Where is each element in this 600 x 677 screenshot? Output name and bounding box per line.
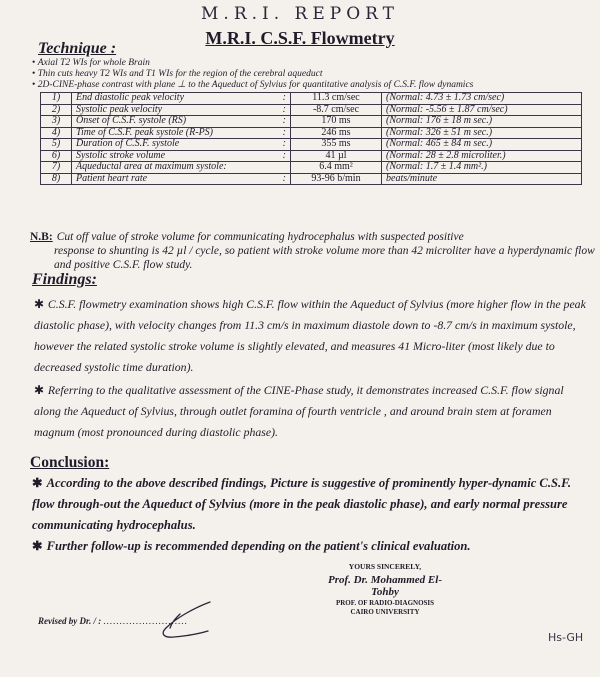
row-parameter-label: Onset of C.S.F. systole (RS) <box>76 115 187 127</box>
table-row <box>41 173 582 185</box>
signature-university: CAIRO UNIVERSITY <box>350 608 420 616</box>
note-text-rest: response to shunting is 42 µl / cycle, so patient with stroke volume more than 42 microliter have a hyperdynamic flow and positive C.S.F. flow study. <box>54 245 595 271</box>
row-index: 5) <box>41 139 72 151</box>
report-arc-title: M.R.I. REPORT <box>201 4 399 24</box>
row-parameter-label: Patient heart rate <box>76 172 148 184</box>
row-normal-range: beats/minute <box>382 173 582 185</box>
row-value: 246 ms <box>291 127 382 139</box>
row-parameter-label: End diastolic peak velocity <box>76 92 185 104</box>
findings-heading: Findings: <box>32 271 97 288</box>
table-row <box>41 139 582 151</box>
row-normal-range: (Normal: 28 ± 2.8 microliter.) <box>382 150 582 162</box>
conclusion-paragraph: ✱ According to the above described findings, Picture is suggestive of prominently hyper-dynamic C.S.F. flow through-out the Aqueduct of Sylvius (more in the peak diastolic phase), and early normal pressure communicating hydrocephalus. <box>32 476 572 532</box>
row-parameter <box>72 162 291 174</box>
row-index: 4) <box>41 127 72 139</box>
row-normal-range: (Normal: 465 ± 84 m sec.) <box>382 139 582 151</box>
row-normal-range: (Normal: 4.73 ± 1.73 cm/sec) <box>382 93 582 105</box>
table-row <box>41 104 582 116</box>
conclusion-heading: Conclusion: <box>30 454 110 471</box>
technique-heading: Technique : <box>38 40 117 57</box>
row-colon: : <box>282 149 286 161</box>
row-index: 3) <box>41 116 72 128</box>
note-label: N.B: <box>30 231 53 243</box>
signature-title: PROF. OF RADIO-DIAGNOSIS <box>335 599 435 607</box>
asterisk-icon: ✱ <box>32 476 43 490</box>
technique-item: • Thin cuts heavy T2 WIs and T1 WIs for the region of the cerebral aqueduct <box>32 69 592 80</box>
revised-dotted-line: .......................... <box>103 616 188 626</box>
signature-name: Prof. Dr. Mohammed El-Tohby <box>328 574 442 598</box>
asterisk-icon: ✱ <box>34 383 44 397</box>
technique-item: • Axial T2 WIs for whole Brain <box>32 58 592 69</box>
row-value: 41 µl <box>291 150 382 162</box>
row-parameter-label: Aqueductal area at maximum systole: <box>76 161 227 173</box>
row-colon: : <box>282 115 286 127</box>
handwritten-signature-icon <box>150 598 220 642</box>
row-value: 170 ms <box>291 116 382 128</box>
row-value: 11.3 cm/sec <box>291 93 382 105</box>
signature-closing: YOURS SINCERELY, <box>348 562 422 571</box>
signature-block <box>320 562 450 617</box>
findings-paragraph: ✱ Referring to the qualitative assessment of the CINE-Phase study, it demonstrates increased C.S.F. flow signal along the Aqueduct of Sylvius, through outlet foramina of fourth ventricle , and around brain stem at foramen magnum (most pronounced during diastolic phase). <box>34 383 564 439</box>
table-row <box>41 116 582 128</box>
table-row <box>41 127 582 139</box>
asterisk-icon: ✱ <box>34 297 44 311</box>
row-value: -8.7 cm/sec <box>291 104 382 116</box>
row-parameter <box>72 104 291 116</box>
findings-paragraph: ✱ C.S.F. flowmetry examination shows high C.S.F. flow within the Aqueduct of Sylvius (more higher flow in the peak diastolic phase), with velocity changes from 11.3 cm/s in maximum diastole down to -8.7 cm/s in maximum systole, however the related systolic stroke volume is slightly elevated, and measures 41 Micro-liter (most likely due to decreased systolic time duration). <box>34 297 586 374</box>
row-value: 6.4 mm² <box>291 162 382 174</box>
row-index: 2) <box>41 104 72 116</box>
findings-body <box>34 294 589 445</box>
row-colon: : <box>282 138 286 150</box>
row-index: 7) <box>41 162 72 174</box>
parameters-table <box>40 92 582 185</box>
row-normal-range: (Normal: 326 ± 51 m sec.) <box>382 127 582 139</box>
row-parameter <box>72 139 291 151</box>
row-normal-range: (Normal: 1.7 ± 1.4 mm².) <box>382 162 582 174</box>
conclusion-body <box>32 473 592 557</box>
table-row <box>41 162 582 174</box>
note-block <box>30 230 595 272</box>
row-parameter <box>72 127 291 139</box>
table-row <box>41 93 582 105</box>
row-parameter-label: Systolic peak velocity <box>76 103 163 115</box>
revised-label: Revised by Dr. / : <box>38 616 102 626</box>
row-value: 355 ms <box>291 139 382 151</box>
technique-list <box>32 58 592 91</box>
row-parameter <box>72 150 291 162</box>
initials: Hs-GH <box>548 631 584 644</box>
table-row <box>41 150 582 162</box>
row-colon: : <box>282 92 286 104</box>
row-index: 6) <box>41 150 72 162</box>
row-colon: : <box>282 103 286 115</box>
row-parameter-label: Time of C.S.F. peak systole (R-PS) <box>76 126 214 138</box>
row-index: 1) <box>41 93 72 105</box>
asterisk-icon: ✱ <box>32 539 43 553</box>
conclusion-paragraph: ✱ Further follow-up is recommended depending on the patient's clinical evaluation. <box>32 539 471 553</box>
technique-item: • 2D-CINE-phase contrast with plane ⊥ to the Aqueduct of Sylvius for quantitative analysis of C.S.F. flow dynamics <box>32 80 592 91</box>
row-parameter-label: Systolic stroke volume <box>76 149 166 161</box>
note-text-first: Cut off value of stroke volume for communicating hydrocephalus with suspected positive <box>56 231 464 243</box>
row-parameter-label: Duration of C.S.F. systole <box>76 138 180 150</box>
row-index: 8) <box>41 173 72 185</box>
row-normal-range: (Normal: -5.56 ± 1.87 cm/sec) <box>382 104 582 116</box>
row-value: 93-96 b/min <box>291 173 382 185</box>
row-parameter <box>72 93 291 105</box>
row-colon: : <box>282 172 286 184</box>
row-parameter <box>72 116 291 128</box>
row-parameter <box>72 173 291 185</box>
row-colon: : <box>282 126 286 138</box>
report-title: M.R.I. C.S.F. Flowmetry <box>205 28 395 48</box>
row-normal-range: (Normal: 176 ± 18 m sec.) <box>382 116 582 128</box>
